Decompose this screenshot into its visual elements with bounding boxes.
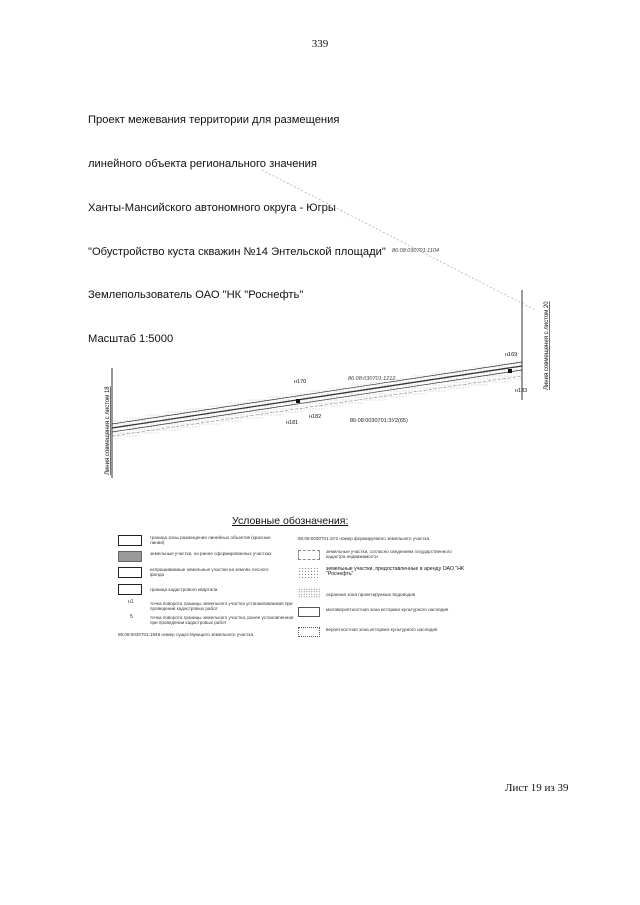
legend-text: охранная зона проектируемых водоводов — [326, 592, 416, 597]
survey-point-marker — [296, 399, 300, 403]
legend-marker: 5 — [130, 614, 133, 620]
legend-text: 86:08:0030701:ЗУ2 номер формируемого земельного участка — [298, 536, 430, 541]
legend-title: Условные обозначения: — [232, 515, 349, 527]
title-line: "Обустройство куста скважин №14 Энтельской площади" — [88, 245, 386, 258]
page-number: 339 — [311, 38, 329, 50]
point-label: н181 — [286, 420, 299, 426]
legend-text: маловероятностная зона историко-культурного наследия — [326, 607, 449, 612]
legend-symbol — [298, 588, 320, 598]
legend-text: точка поворота границы земельного участка устанавливаемая при проведении кадастровых работ — [150, 601, 293, 612]
point-label: н182 — [309, 414, 322, 420]
legend-text: испрашиваемые земельные участки на землях лесного фонда — [150, 567, 269, 578]
point-label: н169 — [505, 352, 518, 358]
title-line: Проект межевания территории для размещения — [88, 114, 340, 127]
point-label: н170 — [294, 379, 307, 385]
legend-text: земельные участки, предоставленные в аренду ОАО "НК "Роснефть" — [326, 566, 464, 578]
corridor-line — [112, 370, 522, 432]
match-line-label: Линия совмещения с листом 20 — [544, 301, 550, 390]
title-line: линейного объекта регионального значения — [88, 157, 317, 170]
protection-zone-area — [112, 360, 522, 440]
match-line-label: Линия совмещения с листом 18 — [105, 386, 111, 475]
cadastral-boundary-line — [262, 170, 535, 310]
legend-text: земельные участки, согласно сведениям государственного кадастра недвижимости — [326, 549, 452, 560]
title-line: Землепользователь ОАО "НК "Роснефть" — [88, 289, 304, 302]
legend-symbol — [118, 535, 142, 546]
parcel-label: 86:08:030701:1104 — [392, 248, 439, 254]
legend-text: точка поворота границы земельного участка, ранее установленная при проведении кадастровых работ — [150, 615, 294, 626]
parcel-label: 86:08:030701:1212 — [348, 376, 396, 382]
legend-symbol — [118, 567, 142, 578]
legend-symbol — [298, 567, 320, 578]
corridor-line — [112, 376, 522, 436]
legend-symbol — [118, 584, 142, 595]
legend-symbol — [298, 607, 320, 617]
title-line: Масштаб 1:5000 — [88, 333, 174, 346]
legend-symbol — [118, 551, 142, 562]
title-line: Ханты-Мансийского автономного округа - Югры — [88, 201, 336, 214]
legend-symbol — [298, 550, 320, 560]
legend-text: земельные участки, на ранее сформированных участках — [150, 551, 272, 556]
survey-point-marker — [508, 369, 512, 373]
legend-text: граница зоны размещения линейных объектов (красные линии) — [150, 535, 271, 546]
legend-symbol — [298, 627, 320, 637]
legend-text: граница кадастрового квартала — [150, 587, 218, 592]
legend-text: 86:08:0030701:1848 номер существующего земельного участка — [118, 632, 254, 637]
legend-text: вероятностная зона историко-культурного наследия — [326, 627, 438, 632]
legend-marker: н1 — [128, 599, 134, 605]
point-label: н183 — [515, 388, 528, 394]
sheet-number: Лист 19 из 39 — [505, 782, 569, 794]
parcel-label: 86:08:0030701:ЗУ2(65) — [350, 418, 408, 424]
